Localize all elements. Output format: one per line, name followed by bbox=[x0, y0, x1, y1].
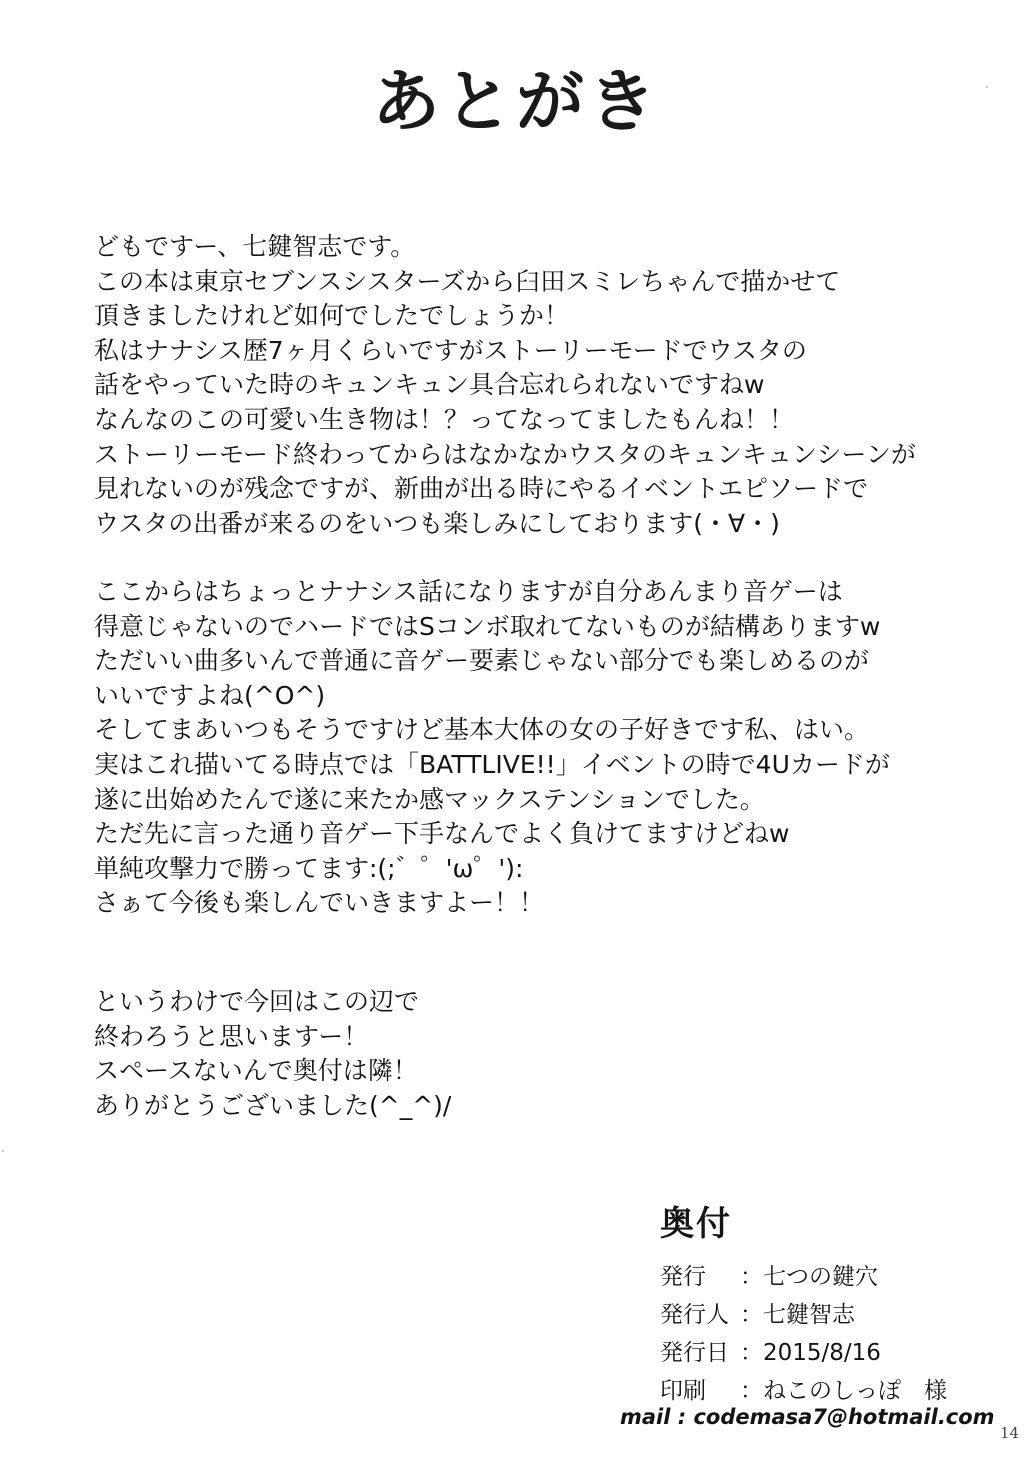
colophon-row-publisher bbox=[660, 1255, 1000, 1293]
colophon-label: 発行日 bbox=[660, 1339, 729, 1366]
text-line: 見れないのが残念ですが、新曲が出る時にやるイベントエピソードで bbox=[94, 474, 869, 504]
paragraph-closing bbox=[94, 985, 954, 1123]
text-line: そしてまあいつもそうですけど基本大体の女の子好きです私、はい。 bbox=[94, 715, 870, 745]
text-line: ここからはちょっとナナシス話になりますが自分あんまり音ゲーは bbox=[94, 577, 843, 606]
text-line: さぁて今後も楽しんでいきますよー！！ bbox=[94, 888, 545, 918]
text-line: どもですー、七鍵智志です。 bbox=[94, 232, 416, 261]
paragraph-game-talk bbox=[94, 575, 954, 921]
text-line: 遂に出始めたんで遂に来たか感マックステンションでした。 bbox=[94, 784, 765, 814]
text-line: なんなのこの可愛い生き物は！？ってなってましたもんね！！ bbox=[94, 404, 795, 434]
text-line: 得意じゃないのでハードではSコンボ取れてないものが結構ありますw bbox=[94, 611, 881, 641]
text-line: 頂きましたけれど如何でしたでしょうか！ bbox=[94, 301, 570, 331]
colophon-value: ：ねこのしっぽ 様 bbox=[740, 1377, 947, 1404]
paragraph-greeting bbox=[94, 230, 954, 541]
colophon-row-date bbox=[660, 1331, 1000, 1369]
text-line: スペースないんで奥付は隣！ bbox=[94, 1056, 418, 1086]
colophon-heading: 奥付 bbox=[660, 1204, 732, 1244]
colophon-label: 発行 bbox=[660, 1263, 706, 1290]
colophon-row-author bbox=[660, 1293, 1000, 1331]
text-line: ウスタの出番が来るのをいつも楽しみにしております(・∀・) bbox=[94, 508, 780, 538]
text-line: この本は東京セブンスシスターズから臼田スミレちゃんで描かせて bbox=[94, 266, 841, 296]
page-title: あとがき bbox=[371, 63, 660, 142]
scan-speck bbox=[2, 1150, 4, 1152]
text-line: 話をやっていた時のキュンキュン具合忘れられないですねw bbox=[94, 370, 765, 400]
page-number: 14 bbox=[1000, 1424, 1020, 1442]
text-line: ただいい曲多いんで普通に音ゲー要素じゃない部分でも楽しめるのが bbox=[94, 646, 870, 676]
text-line: 終わろうと思いますー！ bbox=[94, 1021, 369, 1051]
colophon-value: ：七つの鍵穴 bbox=[740, 1263, 878, 1290]
text-line: ありがとうございました(^_^)/ bbox=[94, 1090, 452, 1120]
colophon-value: ：2015/8/16 bbox=[740, 1339, 881, 1366]
text-line: ただ先に言った通り音ゲー下手なんでよく負けてますけどねw bbox=[94, 819, 790, 849]
colophon-label: 発行人 bbox=[660, 1301, 729, 1328]
text-line: 実はこれ描いてる時点では「BATTLIVE!!」イベントの時で4Uカードが bbox=[94, 749, 890, 779]
text-line: ストーリーモード終わってからはなかなかウスタのキュンキュンシーンが bbox=[94, 439, 916, 469]
contact-email: mail : codemasa7@hotmail.com bbox=[620, 1405, 995, 1429]
text-line: 私はナナシス歴7ヶ月くらいですがストーリーモードでウスタの bbox=[94, 335, 807, 365]
scan-speck bbox=[986, 86, 988, 88]
text-line: 単純攻撃力で勝ってます:(;゛゜'ω゜'): bbox=[94, 853, 524, 883]
colophon-row-printer bbox=[660, 1369, 1000, 1407]
text-line: というわけで今回はこの辺で bbox=[94, 987, 420, 1016]
text-line: いいですよね(^O^) bbox=[94, 680, 326, 710]
colophon bbox=[660, 1196, 1000, 1407]
colophon-label: 印刷 bbox=[660, 1377, 706, 1404]
colophon-value: ：七鍵智志 bbox=[740, 1301, 855, 1328]
